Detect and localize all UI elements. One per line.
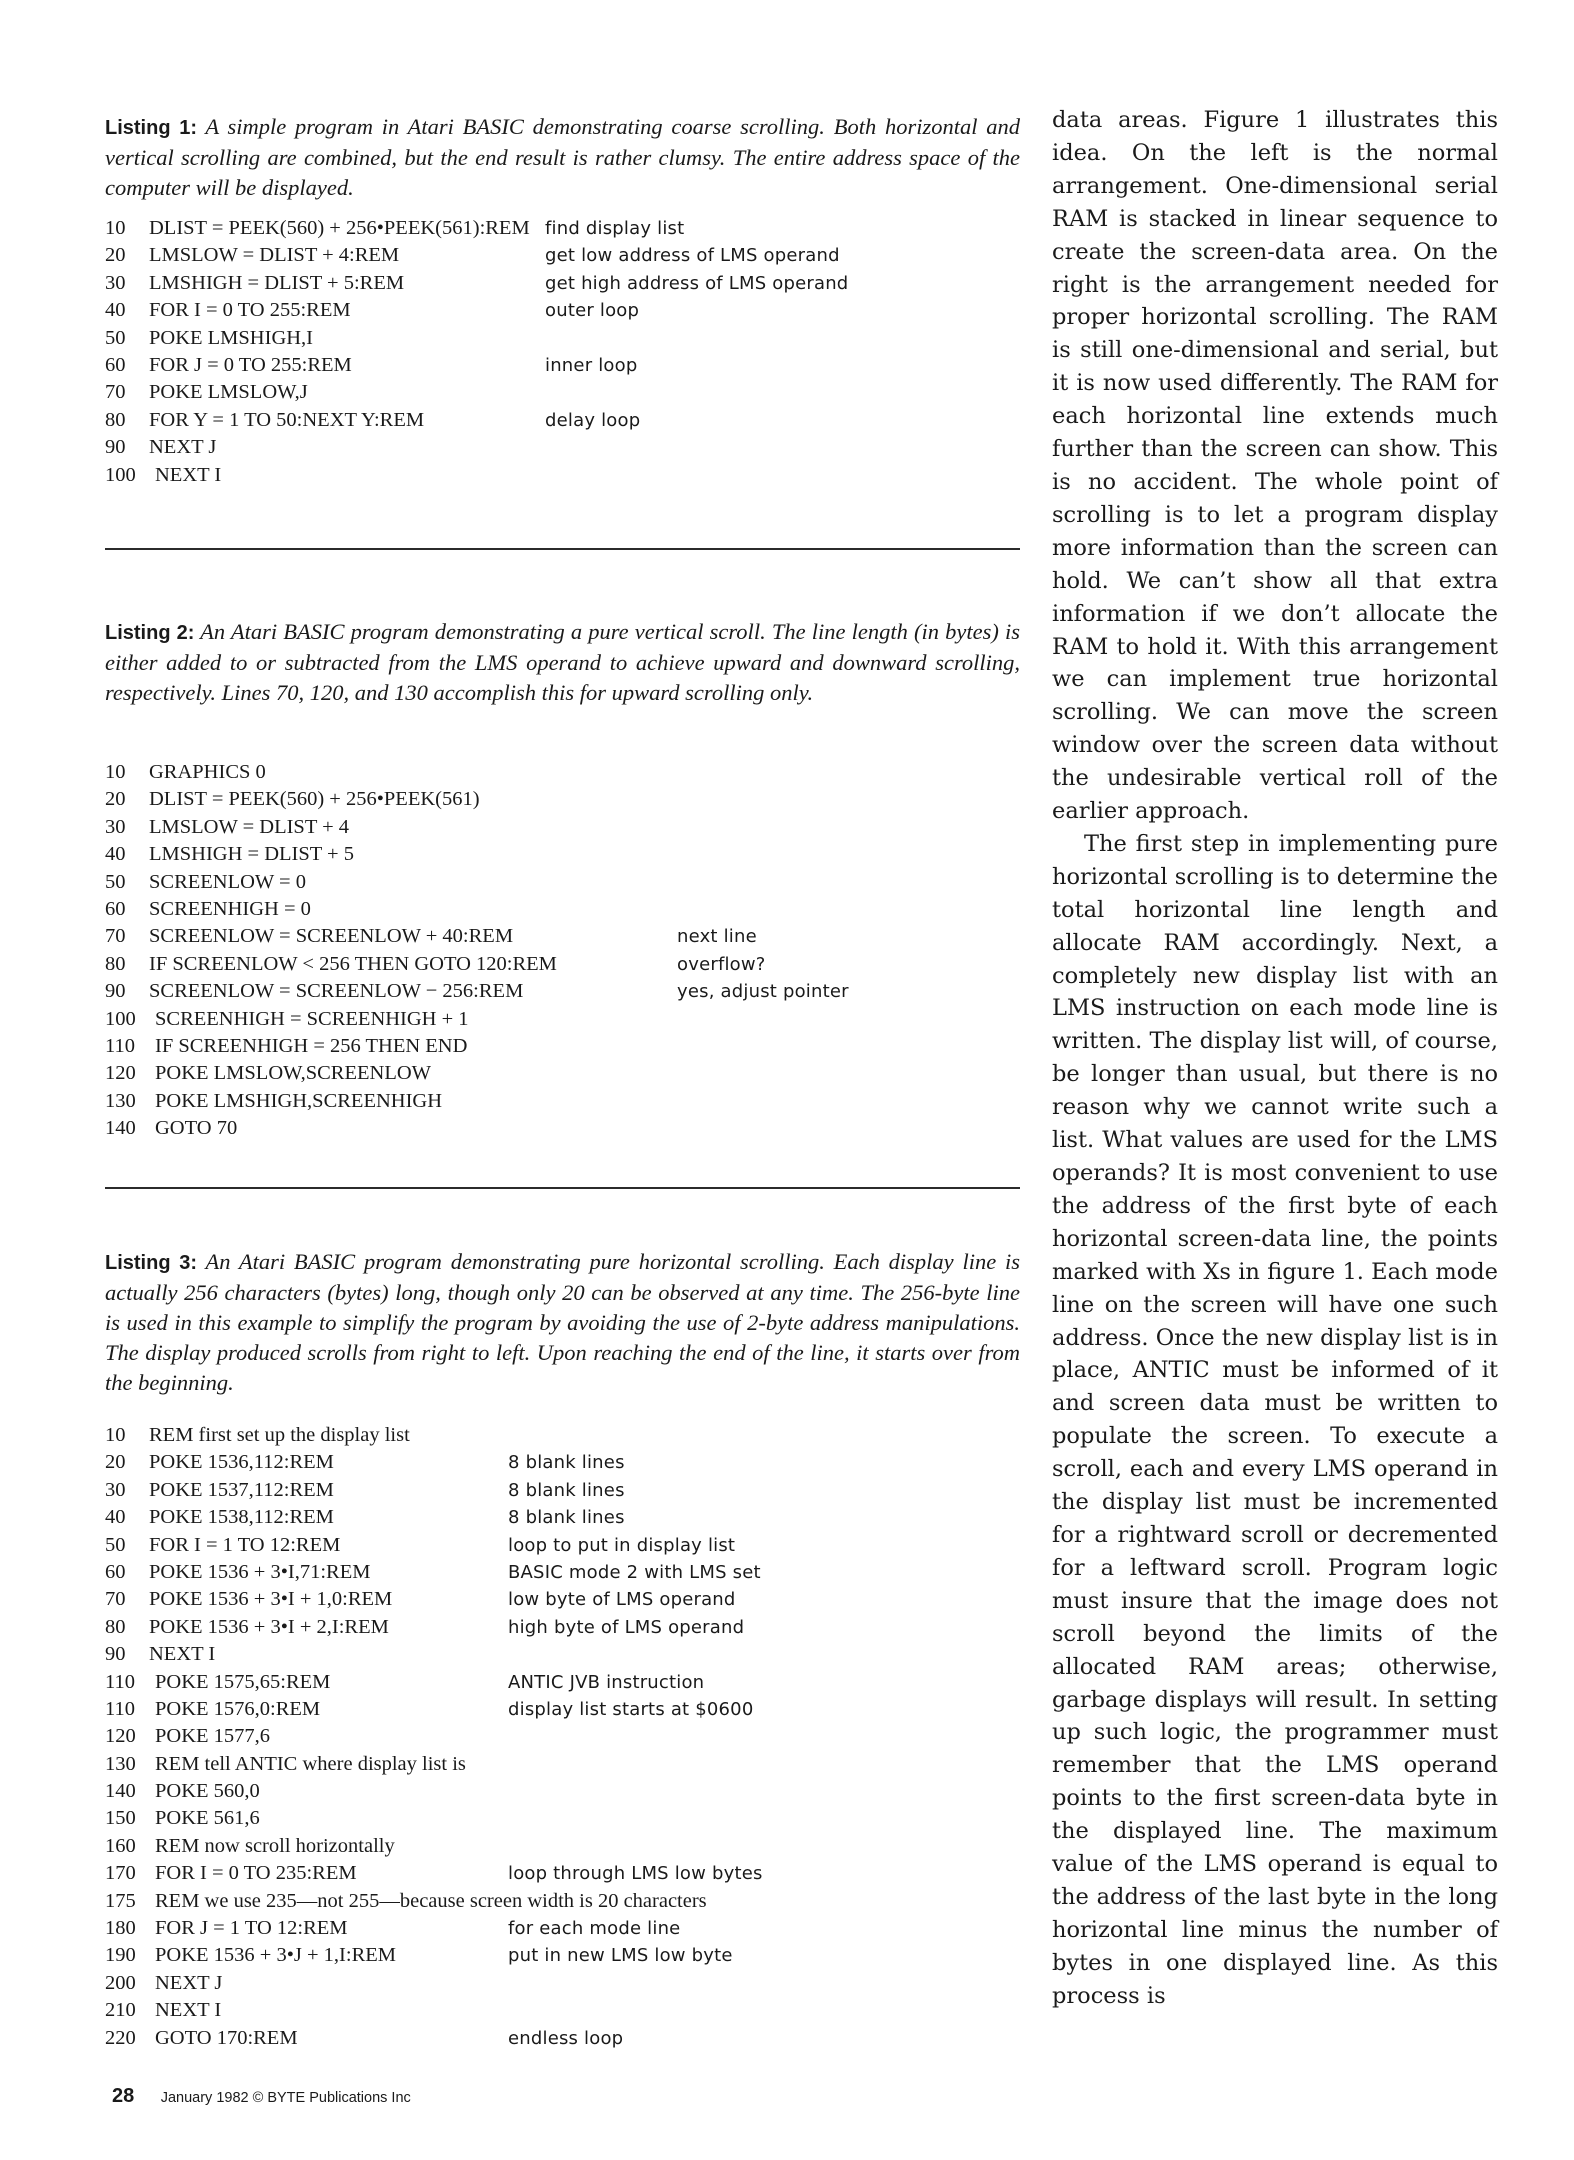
listing-1 bbox=[105, 112, 1021, 486]
code-line bbox=[105, 242, 1020, 269]
code-line bbox=[105, 297, 1020, 324]
line-number: 170 bbox=[105, 1862, 136, 1885]
code-statement: FOR J = 1 TO 12:REM bbox=[155, 1917, 348, 1940]
code-line bbox=[105, 1614, 1020, 1641]
line-number: 140 bbox=[105, 1117, 136, 1140]
code-statement: DLIST = PEEK(560) + 256•PEEK(561):REM bbox=[149, 217, 530, 239]
code-line bbox=[105, 1115, 1020, 1142]
line-number: 60 bbox=[105, 1560, 126, 1583]
listing-1-caption bbox=[105, 112, 1020, 203]
code-line bbox=[105, 1477, 1020, 1504]
line-number: 110 bbox=[105, 1034, 135, 1057]
code-comment: 8 blank lines bbox=[508, 1507, 625, 1529]
listing-2-caption bbox=[105, 617, 1020, 708]
line-number: 100 bbox=[105, 463, 136, 486]
code-line bbox=[105, 951, 1020, 978]
code-comment: endless loop bbox=[508, 2027, 624, 2049]
line-number: 90 bbox=[105, 980, 126, 1003]
code-line bbox=[105, 1641, 1020, 1668]
line-number: 40 bbox=[105, 299, 126, 322]
code-statement: REM first set up the display list bbox=[149, 1424, 410, 1446]
code-line bbox=[105, 1833, 1020, 1860]
code-line bbox=[105, 869, 1020, 896]
publication-credit: January 1982 © BYTE Publications Inc bbox=[160, 2090, 411, 2106]
listing-3-caption bbox=[105, 1247, 1020, 1398]
line-number: 70 bbox=[105, 381, 126, 404]
code-statement: REM we use 235—not 255—because screen width is 20 characters bbox=[155, 1889, 707, 1912]
code-line bbox=[105, 923, 1020, 950]
code-statement: POKE 1536,112:REM bbox=[149, 1451, 334, 1474]
code-line bbox=[105, 1915, 1020, 1942]
code-line bbox=[105, 325, 1020, 352]
code-statement: POKE 561,6 bbox=[155, 1807, 260, 1830]
listing-3-caption-text: An Atari BASIC program demonstrating pure horizontal scrolling. Each display line is actually 256 characters (bytes) long, though only 20 can be observed at any time. The 256-byte line is used in this example to simplify the program by avoiding the use of 2-byte address manipulations. The display produced scrolls from right to left. Upon reaching the end of the line, it starts over from the beginning. bbox=[105, 1249, 1021, 1395]
code-line bbox=[105, 407, 1020, 434]
line-number: 60 bbox=[105, 353, 126, 376]
code-comment: for each mode line bbox=[508, 1918, 681, 1940]
code-statement: GOTO 70 bbox=[155, 1117, 238, 1140]
line-number: 10 bbox=[105, 1424, 126, 1446]
divider bbox=[105, 548, 1020, 550]
line-number: 70 bbox=[105, 1588, 126, 1611]
line-number: 110 bbox=[105, 1670, 135, 1693]
listing-2-code bbox=[105, 759, 1020, 1142]
code-statement: LMSHIGH = DLIST + 5:REM bbox=[149, 271, 405, 294]
page-footer bbox=[112, 2085, 411, 2108]
line-number: 80 bbox=[105, 408, 126, 431]
code-statement: NEXT I bbox=[155, 1999, 222, 2022]
line-number: 220 bbox=[105, 2026, 136, 2049]
line-number: 175 bbox=[105, 1889, 136, 1912]
code-line bbox=[105, 379, 1020, 406]
line-number: 140 bbox=[105, 1780, 136, 1803]
line-number: 10 bbox=[105, 217, 126, 239]
code-statement: POKE LMSHIGH,SCREENHIGH bbox=[155, 1089, 443, 1112]
line-number: 190 bbox=[105, 1944, 136, 1967]
code-statement: POKE LMSLOW,J bbox=[149, 381, 308, 404]
divider bbox=[105, 1187, 1020, 1189]
code-statement: POKE 1575,65:REM bbox=[155, 1670, 331, 1693]
code-line bbox=[105, 1696, 1020, 1723]
code-comment: loop through LMS low bytes bbox=[508, 1863, 763, 1885]
code-line bbox=[105, 1006, 1020, 1033]
code-line bbox=[105, 1669, 1020, 1696]
code-comment: delay loop bbox=[545, 409, 641, 431]
code-comment: display list starts at $0600 bbox=[508, 1698, 754, 1720]
line-number: 130 bbox=[105, 1752, 136, 1775]
code-line bbox=[105, 434, 1020, 461]
code-line bbox=[105, 2025, 1020, 2052]
listing-3-label: Listing 3: bbox=[105, 1252, 198, 1274]
code-statement: GOTO 170:REM bbox=[155, 2026, 298, 2049]
code-line bbox=[105, 1805, 1020, 1832]
code-comment: low byte of LMS operand bbox=[508, 1589, 736, 1611]
code-statement: REM tell ANTIC where display list is bbox=[155, 1752, 466, 1775]
listing-1-label: Listing 1: bbox=[105, 117, 198, 139]
line-number: 20 bbox=[105, 244, 126, 267]
code-comment: yes, adjust pointer bbox=[677, 981, 849, 1003]
code-statement: SCREENHIGH = SCREENHIGH + 1 bbox=[155, 1007, 469, 1030]
code-line bbox=[105, 1751, 1020, 1778]
code-statement: DLIST = PEEK(560) + 256•PEEK(561) bbox=[149, 788, 480, 811]
line-number: 20 bbox=[105, 788, 126, 811]
code-comment: 8 blank lines bbox=[508, 1452, 625, 1474]
code-statement: NEXT I bbox=[155, 463, 222, 486]
article-paragraph: data areas. Figure 1 illustrates this idea. On the left is the normal arrangement. One-dimensional serial RAM is stacked in linear sequence to create the screen-data area. On the right is the arrangement needed for proper horizontal scrolling. The RAM is still one-dimensional and serial, but it is now used differently. The RAM for each horizontal line extends much further than the screen can show. This is no accident. The whole point of scrolling is to let a program display more information than the screen can hold. We can’t show all that extra information if we don’t allocate the RAM to hold it. With this arrangement we can implement true horizontal scrolling. We can move the screen window over the screen data without the undesirable vertical roll of the earlier approach. bbox=[1052, 107, 1498, 825]
code-statement: SCREENHIGH = 0 bbox=[149, 897, 311, 920]
article-body bbox=[1052, 104, 1498, 2013]
listing-1-caption-text: A simple program in Atari BASIC demonstrating coarse scrolling. Both horizontal and vertical scrolling are combined, but the end result is rather clumsy. The entire address space of the computer will be displayed. bbox=[105, 114, 1021, 200]
code-line bbox=[105, 1997, 1020, 2024]
line-number: 110 bbox=[105, 1697, 135, 1720]
code-statement: POKE 1536 + 3•I,71:REM bbox=[149, 1560, 371, 1583]
code-statement: POKE 1537,112:REM bbox=[149, 1478, 334, 1501]
code-statement: NEXT I bbox=[149, 1643, 216, 1666]
line-number: 150 bbox=[105, 1807, 136, 1830]
line-number: 90 bbox=[105, 1643, 126, 1666]
code-line bbox=[105, 1422, 1020, 1449]
code-line bbox=[105, 1942, 1020, 1969]
listing-3-code bbox=[105, 1422, 1020, 2052]
code-statement: FOR Y = 1 TO 50:NEXT Y:REM bbox=[149, 408, 425, 431]
code-line bbox=[105, 1586, 1020, 1613]
code-line bbox=[105, 1504, 1020, 1531]
listing-2-label: Listing 2: bbox=[105, 622, 195, 644]
code-statement: POKE 1538,112:REM bbox=[149, 1506, 334, 1529]
code-statement: SCREENLOW = SCREENLOW − 256:REM bbox=[149, 980, 524, 1003]
code-comment: outer loop bbox=[545, 300, 640, 322]
code-comment: get low address of LMS operand bbox=[545, 245, 840, 267]
code-line bbox=[105, 1860, 1020, 1887]
code-statement: REM now scroll horizontally bbox=[155, 1834, 395, 1857]
listing-2-caption-text: An Atari BASIC program demonstrating a pure vertical scroll. The line length (in bytes) is either added to or subtracted from the LMS operand to achieve upward and downward scrolling, respectively. Lines 70, 120, and 130 accomplish this for upward scrolling only. bbox=[105, 619, 1020, 705]
line-number: 60 bbox=[105, 897, 126, 920]
line-number: 30 bbox=[105, 1478, 126, 1501]
line-number: 120 bbox=[105, 1725, 136, 1748]
code-statement: FOR I = 0 TO 255:REM bbox=[149, 299, 351, 322]
line-number: 80 bbox=[105, 952, 126, 975]
line-number: 20 bbox=[105, 1451, 126, 1474]
code-statement: IF SCREENLOW < 256 THEN GOTO 120:REM bbox=[149, 952, 557, 975]
listing-3 bbox=[105, 1247, 1021, 2049]
code-statement: LMSHIGH = DLIST + 5 bbox=[149, 843, 354, 866]
code-comment: ANTIC JVB instruction bbox=[508, 1671, 705, 1693]
code-statement: FOR I = 0 TO 235:REM bbox=[155, 1862, 357, 1885]
code-line bbox=[105, 1888, 1020, 1915]
code-statement: FOR I = 1 TO 12:REM bbox=[149, 1533, 341, 1556]
line-number: 180 bbox=[105, 1917, 136, 1940]
code-line bbox=[105, 1060, 1020, 1087]
code-statement: POKE 1576,0:REM bbox=[155, 1697, 321, 1720]
code-line bbox=[105, 1088, 1020, 1115]
line-number: 100 bbox=[105, 1007, 136, 1030]
line-number: 10 bbox=[105, 761, 126, 783]
code-statement: POKE 560,0 bbox=[155, 1780, 260, 1803]
code-line bbox=[105, 1559, 1020, 1586]
code-comment: put in new LMS low byte bbox=[508, 1945, 733, 1967]
code-line bbox=[105, 1033, 1020, 1060]
code-line bbox=[105, 462, 1020, 489]
code-comment: overflow? bbox=[677, 953, 766, 975]
line-number: 200 bbox=[105, 1971, 136, 1994]
code-statement: GRAPHICS 0 bbox=[149, 761, 266, 783]
code-statement: LMSLOW = DLIST + 4:REM bbox=[149, 244, 400, 267]
line-number: 50 bbox=[105, 870, 126, 893]
line-number: 50 bbox=[105, 1533, 126, 1556]
line-number: 120 bbox=[105, 1062, 136, 1085]
code-statement: POKE LMSHIGH,I bbox=[149, 326, 313, 349]
code-line bbox=[105, 215, 1020, 242]
line-number: 210 bbox=[105, 1999, 136, 2022]
code-line bbox=[105, 1449, 1020, 1476]
code-line bbox=[105, 1532, 1020, 1559]
code-line bbox=[105, 896, 1020, 923]
line-number: 50 bbox=[105, 326, 126, 349]
line-number: 70 bbox=[105, 925, 126, 948]
code-statement: SCREENLOW = 0 bbox=[149, 870, 306, 893]
line-number: 80 bbox=[105, 1615, 126, 1638]
code-statement: SCREENLOW = SCREENLOW + 40:REM bbox=[149, 925, 514, 948]
code-line bbox=[105, 814, 1020, 841]
code-line bbox=[105, 786, 1020, 813]
code-statement: POKE 1577,6 bbox=[155, 1725, 271, 1748]
code-line bbox=[105, 841, 1020, 868]
code-line bbox=[105, 978, 1020, 1005]
listing-2 bbox=[105, 617, 1020, 1140]
code-line bbox=[105, 1723, 1020, 1750]
code-statement: FOR J = 0 TO 255:REM bbox=[149, 353, 352, 376]
line-number: 40 bbox=[105, 843, 126, 866]
article-paragraph: The first step in implementing pure horizontal scrolling is to determine the total horizontal line length and allocate RAM accordingly. Next, a completely new display list with an LMS instruction on each mode line is written. The display list will, of course, be longer than usual, but there is no reason why we cannot write such a list. What values are used for the LMS operands? It is most convenient to use the address of the first byte of each horizontal screen-data line, the points marked with Xs in figure 1. Each mode line on the screen will have one such address. Once the new display list is in place, ANTIC must be informed of it and screen data must be written to populate the screen. To execute a scroll, each and every LMS operand in the display list must be incremented for a rightward scroll or decremented for a leftward scroll. Program logic must insure that the image does not scroll beyond the limits of the allocated RAM areas; otherwise, garbage displays will result. In setting up such logic, the programmer must remember that the LMS operand points to the first screen-data byte in the displayed line. The maximum value of the LMS operand is equal to the address of the last byte in the long horizontal line minus the number of bytes in one displayed line. As this process is bbox=[1052, 830, 1498, 2009]
line-number: 40 bbox=[105, 1506, 126, 1529]
code-statement: NEXT J bbox=[149, 436, 217, 459]
line-number: 30 bbox=[105, 271, 126, 294]
page-number: 28 bbox=[112, 2085, 135, 2107]
code-statement: LMSLOW = DLIST + 4 bbox=[149, 815, 350, 838]
line-number: 30 bbox=[105, 815, 126, 838]
line-number: 130 bbox=[105, 1089, 136, 1112]
code-comment: find display list bbox=[545, 218, 685, 239]
line-number: 90 bbox=[105, 436, 126, 459]
code-comment: inner loop bbox=[545, 354, 638, 376]
code-statement: IF SCREENHIGH = 256 THEN END bbox=[155, 1034, 468, 1057]
code-statement: POKE LMSLOW,SCREENLOW bbox=[155, 1062, 431, 1085]
code-line bbox=[105, 1970, 1020, 1997]
listing-1-code bbox=[105, 215, 1020, 489]
code-line bbox=[105, 270, 1020, 297]
code-line bbox=[105, 759, 1020, 786]
code-line bbox=[105, 352, 1020, 379]
code-comment: next line bbox=[677, 926, 757, 948]
code-statement: POKE 1536 + 3•I + 2,I:REM bbox=[149, 1615, 389, 1638]
code-comment: loop to put in display list bbox=[508, 1534, 736, 1556]
code-statement: NEXT J bbox=[155, 1971, 223, 1994]
code-comment: 8 blank lines bbox=[508, 1479, 625, 1501]
code-line bbox=[105, 1778, 1020, 1805]
code-comment: high byte of LMS operand bbox=[508, 1616, 745, 1638]
code-comment: BASIC mode 2 with LMS set bbox=[508, 1561, 761, 1583]
code-statement: POKE 1536 + 3•I + 1,0:REM bbox=[149, 1588, 393, 1611]
line-number: 160 bbox=[105, 1834, 136, 1857]
code-statement: POKE 1536 + 3•J + 1,I:REM bbox=[155, 1944, 397, 1967]
code-comment: get high address of LMS operand bbox=[545, 272, 849, 294]
